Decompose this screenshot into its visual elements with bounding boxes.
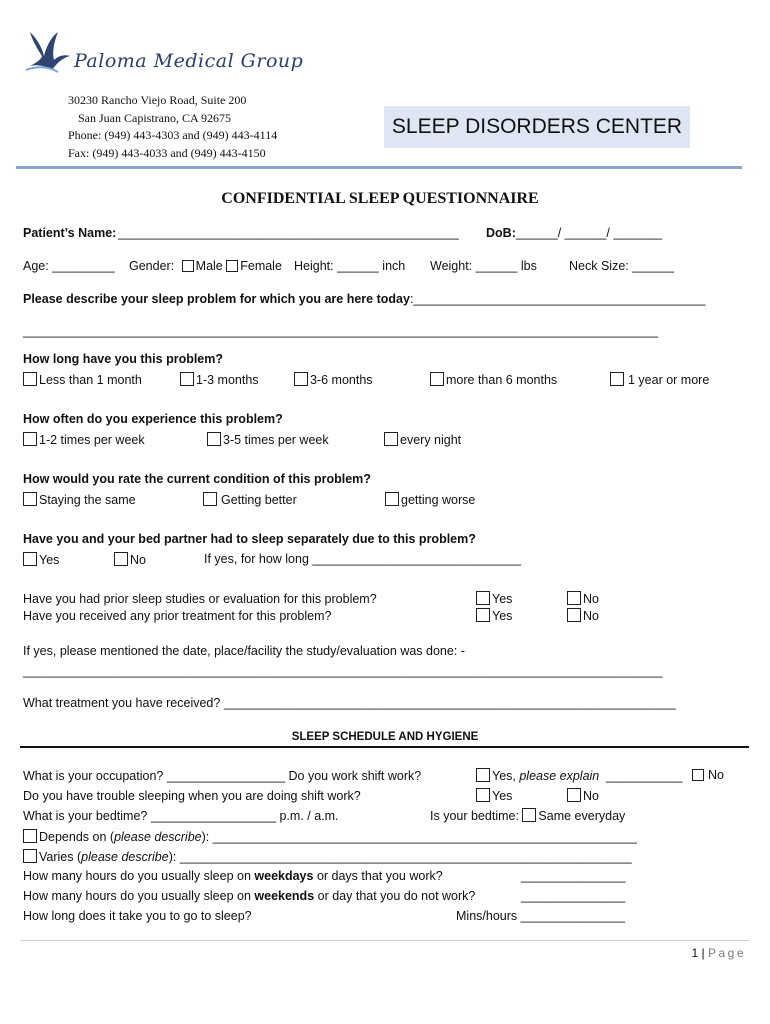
option-label: every night [400,433,462,447]
patient-name-label: Patient’s Name: [23,226,117,240]
how-long-option-3[interactable] [294,372,373,387]
option-label-italic: please explain [519,769,600,783]
weight-field[interactable]: ______ [475,259,518,273]
is-bedtime-label: Is your bedtime: [430,809,519,823]
rate-option-3[interactable] [385,492,475,507]
weight-row [430,259,537,273]
treatment-row [23,696,676,710]
rate-option-1[interactable] [23,492,136,507]
male-checkbox[interactable] [182,260,194,272]
trouble-yes[interactable] [476,788,512,803]
section-divider [20,746,749,748]
height-label: Height: [294,259,334,273]
checkbox[interactable] [23,372,37,386]
depends-row[interactable] [23,829,637,844]
describe-row [23,292,705,306]
fax-text: Fax: (949) 443-4033 and (949) 443-4150 [68,145,266,160]
phone-text: Phone: (949) 443-4303 and (949) 443-4114 [68,128,278,142]
varies-field[interactable]: _________________________________________________________________ [179,850,632,864]
rate-option-2[interactable] [203,492,297,507]
mins-hours-label: Mins/hours [456,909,518,923]
checkbox[interactable] [23,492,37,506]
option-label: 1-3 months [196,373,259,387]
dove-icon [24,26,74,74]
page-separator: | [698,946,708,960]
prior-treatment-no[interactable] [567,608,599,623]
option-label: Getting better [221,493,297,507]
how-long-question: How long have you this problem? [23,352,224,366]
bedtime-label: What is your bedtime? [23,809,148,823]
shift-explain-field[interactable]: ___________ [606,769,683,783]
weekdays-bold: weekdays [254,869,314,883]
option-label: Yes [492,609,513,623]
checkbox[interactable] [180,372,194,386]
weekdays-text: How many hours do you usually sleep on [23,869,255,883]
option-label: 1-2 times per week [39,433,145,447]
trouble-question: Do you have trouble sleeping when you are doing shift work? [23,789,361,803]
describe-field-line2[interactable]: ____________________________________________________________________________________________ [23,324,658,338]
checkbox[interactable] [294,372,308,386]
how-often-option-2[interactable] [207,432,329,447]
checkbox[interactable] [23,552,37,566]
same-everyday-label: Same everyday [538,809,626,823]
option-label: 3-6 months [310,373,373,387]
depends-label: Depends on ( [39,830,115,844]
separate-yes[interactable] [23,552,59,567]
how-long-option-4[interactable] [430,372,557,387]
checkbox[interactable] [567,608,581,622]
prior-treatment-yes[interactable] [476,608,512,623]
checkbox[interactable] [203,492,217,506]
mins-hours-field[interactable]: _______________ [520,909,625,923]
varies-label-italic: please describe [81,850,169,864]
header-divider [16,166,742,169]
prior-study-no[interactable] [567,591,599,606]
checkbox[interactable] [476,768,490,782]
varies-checkbox[interactable] [23,849,37,863]
shift-yes[interactable] [476,768,599,783]
logo-text: Paloma Medical Group [74,50,304,72]
weekdays-text-end: or days that you work? [313,869,443,883]
option-label: more than 6 months [446,373,558,387]
weekends-question [23,889,475,903]
shift-work-question: Do you work shift work? [288,769,422,783]
weight-label: Weight: [430,259,473,273]
weekends-field[interactable]: _______________ [521,889,626,903]
age-label: Age: [23,259,49,273]
checkbox[interactable] [385,492,399,506]
checkbox[interactable] [207,432,221,446]
weekdays-field[interactable]: _______________ [521,869,626,883]
separate-followup[interactable]: If yes, for how long ______________________________ [204,552,521,566]
is-bedtime-row [430,808,625,823]
depends-checkbox[interactable] [23,829,37,843]
page-footer [691,946,746,960]
option-label: 3-5 times per week [223,433,329,447]
weekdays-question [23,869,443,883]
checkbox[interactable] [567,788,581,802]
center-name-box: SLEEP DISORDERS CENTER [384,106,690,148]
female-checkbox[interactable] [226,260,238,272]
dob-field[interactable]: ______/ ______/ _______ [516,226,662,240]
bedtime-field[interactable]: __________________ [150,809,276,823]
shift-no[interactable] [692,768,724,782]
neck-field[interactable]: ______ [632,259,674,273]
footer-divider [20,940,749,941]
dob-label: DoB: [486,226,516,240]
weight-unit: lbs [520,259,537,273]
describe-label: Please describe your sleep problem for which you are here today [23,292,410,306]
depends-label-italic: please describe [114,830,202,844]
page-number: 1 [691,946,699,960]
neck-label: Neck Size: [569,259,629,273]
how-often-option-3[interactable] [384,432,461,447]
treatment-field[interactable]: _________________________________________________________________ [223,696,676,710]
checkbox[interactable] [384,432,398,446]
option-label: Less than 1 month [39,373,142,387]
if-yes-field[interactable]: ____________________________________________________________________________________________ [23,664,663,678]
checkbox[interactable] [476,788,490,802]
checkbox[interactable] [23,432,37,446]
occupation-label: What is your occupation? [23,769,164,783]
female-label: Female [240,259,282,273]
option-label: Yes [39,553,60,567]
age-field[interactable]: _________ [52,259,115,273]
how-often-question: How often do you experience this problem? [23,412,283,426]
if-yes-label: If yes, please mentioned the date, place/facility the study/evaluation was done: - [23,644,465,658]
how-long-option-1[interactable] [23,372,142,387]
option-label: Yes [492,592,513,606]
checkbox[interactable] [114,552,128,566]
weekends-text: How many hours do you usually sleep on [23,889,255,903]
occupation-field[interactable]: _________________ [166,769,286,783]
option-label: No [583,592,599,606]
option-label: No [583,609,599,623]
patient-name-field[interactable]: _________________________________________________ [118,226,459,240]
option-label: getting worse [401,493,476,507]
separate-question: Have you and your bed partner had to sleep separately due to this problem? [23,532,476,546]
checkbox[interactable] [476,608,490,622]
address-line1: 30230 Rancho Viejo Road, Suite 200 [68,93,247,107]
how-long-option-2[interactable] [180,372,259,387]
varies-label: Varies ( [39,850,82,864]
age-row [23,259,115,273]
address-line2: San Juan Capistrano, CA 92675 [78,110,231,125]
trouble-no[interactable] [567,788,599,803]
weekends-text-end: or day that you do not work? [314,889,476,903]
varies-row[interactable] [23,849,632,864]
height-row [294,259,405,273]
mins-hours-row [456,909,625,923]
separate-no[interactable] [114,552,146,567]
checkbox[interactable] [692,769,704,781]
option-label: Yes, [492,769,520,783]
varies-label-end: ): [168,850,177,864]
depends-field[interactable]: _____________________________________________________________ [212,830,637,844]
depends-label-end: ): [201,830,210,844]
section-heading: SLEEP SCHEDULE AND HYGIENE [291,731,479,743]
address-block [68,92,277,162]
checkbox[interactable] [610,372,624,386]
treatment-label: What treatment you have received? [23,696,221,710]
height-field[interactable]: ______ [337,259,379,273]
height-unit: inch [382,259,406,273]
rate-question: How would you rate the current condition of this problem? [23,472,371,486]
gender-label: Gender: [129,259,175,273]
option-label: No [583,789,599,803]
same-everyday-checkbox[interactable] [522,808,536,822]
option-label: 1 year or more [628,373,710,387]
prior-study-yes[interactable] [476,591,512,606]
neck-row [569,259,674,273]
how-long-option-5[interactable] [610,372,709,387]
prior-treatment-question: Have you received any prior treatment for this problem? [23,609,332,623]
fall-asleep-question: How long does it take you to go to sleep? [23,909,252,923]
checkbox[interactable] [567,591,581,605]
bedtime-unit: p.m. / a.m. [279,809,339,823]
gender-row [129,259,282,273]
checkbox[interactable] [430,372,444,386]
checkbox[interactable] [476,591,490,605]
option-label: No [130,553,146,567]
how-often-option-1[interactable] [23,432,145,447]
prior-study-question: Have you had prior sleep studies or evaluation for this problem? [23,592,377,606]
bedtime-row [23,809,339,823]
page-word: Page [707,946,746,960]
describe-field[interactable]: :__________________________________________ [409,292,706,306]
form-title: CONFIDENTIAL SLEEP QUESTIONNAIRE [221,190,539,207]
weekends-bold: weekends [254,889,315,903]
logo [24,26,354,76]
option-label: Yes [492,789,513,803]
occupation-row [23,769,421,783]
male-label: Male [195,259,223,273]
option-label: Staying the same [39,493,136,507]
option-label: No [708,768,724,782]
